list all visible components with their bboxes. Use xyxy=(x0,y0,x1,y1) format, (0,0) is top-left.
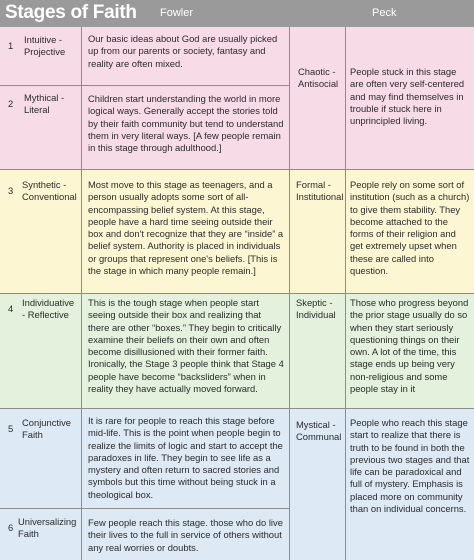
fowler-stage-name xyxy=(22,179,77,204)
stage-name-line: Formal - xyxy=(296,179,331,190)
fowler-stage-name xyxy=(22,417,71,442)
peck-stage-name xyxy=(296,419,341,444)
peck-stage-description: People rely on some sort of institution (such as a church) to give them stability. They become attached to the forms of their religion and get extremely upset when these are called into question. xyxy=(350,179,470,277)
stage-number: 6 xyxy=(8,522,14,533)
divider xyxy=(0,85,289,86)
stage-name-line: Chaotic - xyxy=(298,66,336,77)
peck-column-header: Peck xyxy=(372,7,397,19)
peck-stage-name xyxy=(298,66,338,91)
stage-number: 5 xyxy=(8,423,14,434)
stage-name-line: Conjunctive xyxy=(22,417,71,428)
stage-number: 4 xyxy=(8,303,14,314)
divider xyxy=(0,408,474,409)
peck-stage-description: People who reach this stage start to realize that there is truth to be found in both the previous two stages and that life can be paradoxical and full of mystery. Emphasis is placed more on community than on individual concerns. xyxy=(350,417,470,515)
stage-name-line: Universalizing xyxy=(18,516,77,527)
stage-number: 1 xyxy=(8,40,14,51)
fowler-column-header: Fowler xyxy=(160,7,194,19)
peck-stage-description: People stuck in this stage are often very self-centered and may find themselves in trouble if stuck here in unprincipled living. xyxy=(350,66,465,127)
stage-name-line: Faith xyxy=(18,528,39,540)
stage-name-line: Individual xyxy=(296,309,336,321)
fowler-stage-description: This is the tough stage when people start seeing outside their box and realizing that there are other “boxes.” They begin to critically examine their beliefs on their own and often become disillusioned with their former faith. Ironically, the Stage 3 people think that Stage 4 people have become “backsliders” when in reality they have actually moved forward. xyxy=(88,297,284,395)
page-title: Stages of Faith xyxy=(5,2,137,23)
stage-name-line: Antisocial xyxy=(298,78,339,90)
stage-name-line: Institutional xyxy=(296,191,344,203)
table-header xyxy=(0,0,474,27)
fowler-stage-description: It is rare for people to reach this stage before mid-life. This is the point when people begin to realize the limits of logic and start to accept the paradoxes in life. They begin to see life as a mystery and often return to sacred stories and symbols but this time without being stuck in a theological box. xyxy=(88,415,283,500)
stage-name-line: Faith xyxy=(22,429,43,441)
stage-name-line: Communal xyxy=(296,431,342,443)
fowler-stage-description: Our basic ideas about God are usually picked up from our parents or society, fantasy and reality are often mixed. xyxy=(88,33,278,69)
fowler-stage-name xyxy=(24,34,65,59)
stage-name-line: Mythical - xyxy=(24,92,65,103)
divider xyxy=(0,169,474,170)
fowler-stage-name xyxy=(18,516,76,541)
fowler-stage-name xyxy=(22,297,74,322)
stage-name-line: Projective xyxy=(24,46,66,58)
stage-name-line: Skeptic - xyxy=(296,297,333,308)
stage-name-line: Individuative xyxy=(22,297,75,308)
divider xyxy=(0,293,474,294)
stage-name-line: Mystical - xyxy=(296,419,336,430)
stage-number: 3 xyxy=(8,185,14,196)
fowler-stage-name xyxy=(24,92,64,117)
peck-stage-name xyxy=(296,179,343,204)
stage-name-line: - Reflective xyxy=(22,309,69,321)
peck-stage-name xyxy=(296,297,336,322)
fowler-stage-description: Most move to this stage as teenagers, and a person usually adopts some sort of all-encompassing belief system. At this stage, people have a hard time seeing outside their box and don't recognize that they are “inside” a belief system. Authority is placed in individuals or groups that represent one's beliefs. [This is the stage in which many people remain.] xyxy=(88,179,284,277)
stage-number: 2 xyxy=(8,98,14,109)
divider xyxy=(0,508,289,509)
fowler-stage-description: Children start understanding the world in more logical ways. Generally accept the stories told by their faith community but tend to understand them in very literal ways. [A few people remain in this stage through adulthood.] xyxy=(88,93,284,154)
stage-name-line: Conventional xyxy=(22,191,77,203)
fowler-stage-description: Few people reach this stage. those who do live their lives to the full in service of others without any real worries or doubts. xyxy=(88,517,283,553)
stage-name-line: Synthetic - xyxy=(22,179,67,190)
stage-name-line: Intuitive - xyxy=(24,34,63,45)
stage-name-line: Literal xyxy=(24,104,50,116)
peck-stage-description: Those who progress beyond the prior stage usually do so when they start seriously questioning things on their own. A lot of the time, this stage ends up being very non-religious and some people stay in it xyxy=(350,297,469,395)
